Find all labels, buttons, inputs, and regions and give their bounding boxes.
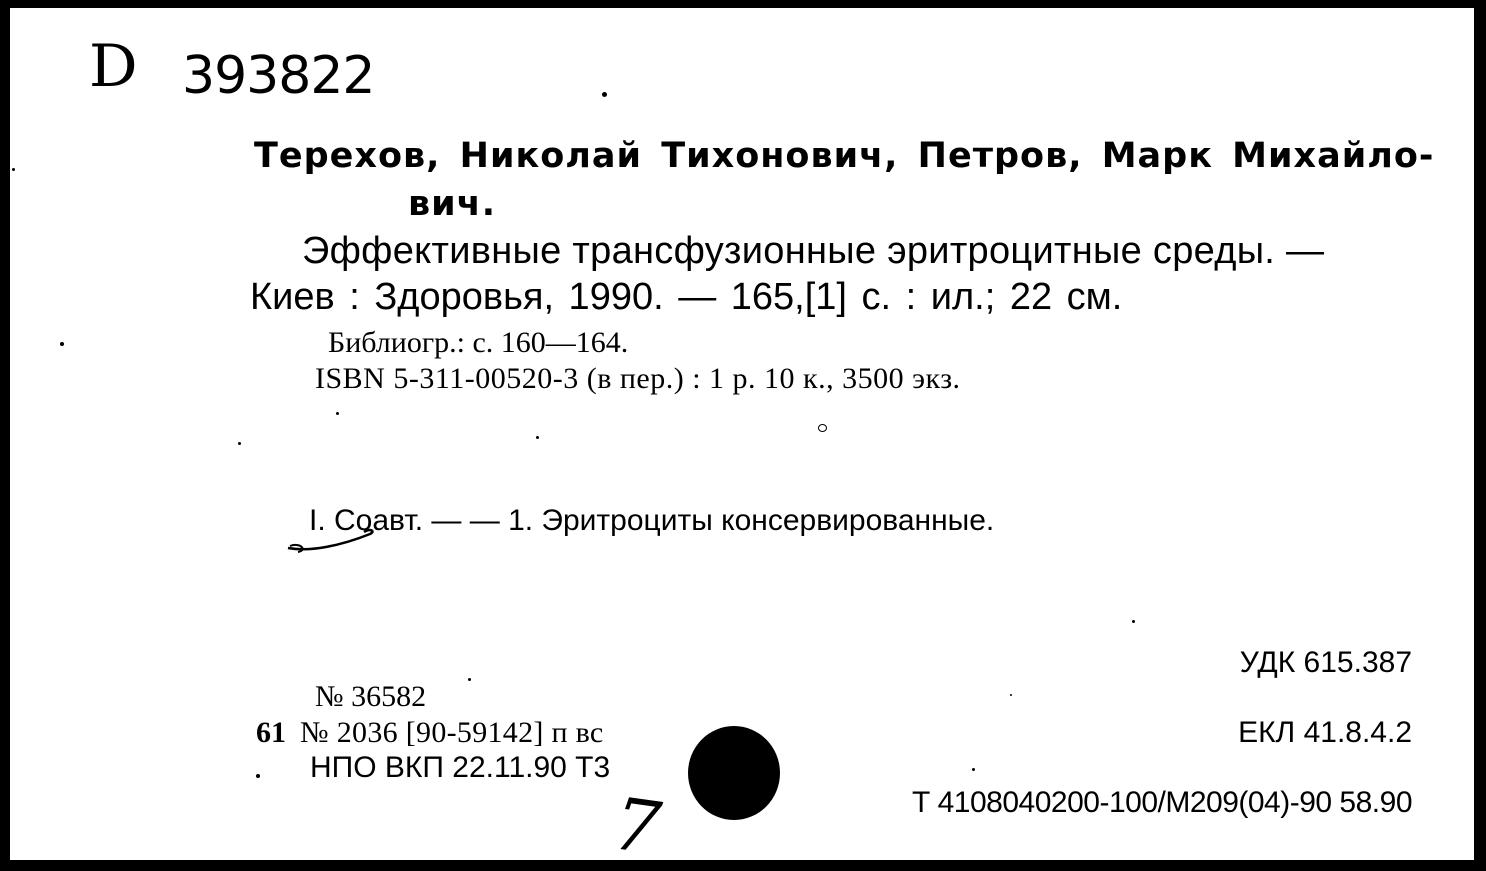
speck xyxy=(238,442,241,445)
speck xyxy=(1132,620,1135,623)
speck xyxy=(972,768,975,771)
authors-line-2: вич. xyxy=(408,184,496,224)
accession-number: № 36582 xyxy=(315,680,427,713)
speck xyxy=(602,92,607,97)
speck xyxy=(336,412,339,415)
handwritten-mark: 7 xyxy=(608,781,666,871)
speck xyxy=(256,774,260,778)
isbn-line: ISBN 5-311-00520-3 (в пер.) : 1 р. 10 к., 3500 экз. xyxy=(315,362,961,395)
speck xyxy=(1010,694,1012,696)
call-number-letter: D xyxy=(88,32,138,100)
title-line: Эффективные трансфузионные эритроцитные среды. — xyxy=(302,230,1325,272)
speck xyxy=(536,436,539,439)
tracings-line: I. Соавт. — — 1. Эритроциты консервированные. xyxy=(309,504,995,537)
handwritten-underline xyxy=(280,516,390,556)
order-number: № 2036 [90-59142] п вс xyxy=(300,716,604,749)
call-number: 393822 xyxy=(182,46,375,106)
speck xyxy=(818,424,827,432)
bbk-code: Т 4108040200-100/М209(04)-90 58.90 xyxy=(911,786,1412,819)
imprint-line: Киев : Здоровья, 1990. — 165,[1] с. : ил.; 22 см. xyxy=(250,276,1123,318)
printer-line: НПО ВКП 22.11.90 Т3 xyxy=(310,751,611,784)
speck xyxy=(12,168,15,171)
udk-code: УДК 615.387 xyxy=(1239,646,1412,679)
speck xyxy=(468,678,471,681)
catalog-card xyxy=(8,6,1476,871)
order-prefix: 61 xyxy=(256,716,286,749)
ekl-code: ЕКЛ 41.8.4.2 xyxy=(1238,716,1412,749)
ink-blot xyxy=(688,726,780,820)
authors-line-1: Терехов, Николай Тихонович, Петров, Марк Михайло- xyxy=(254,136,1435,176)
speck xyxy=(60,342,64,346)
bibliography-note: Библиогр.: с. 160—164. xyxy=(328,326,629,359)
